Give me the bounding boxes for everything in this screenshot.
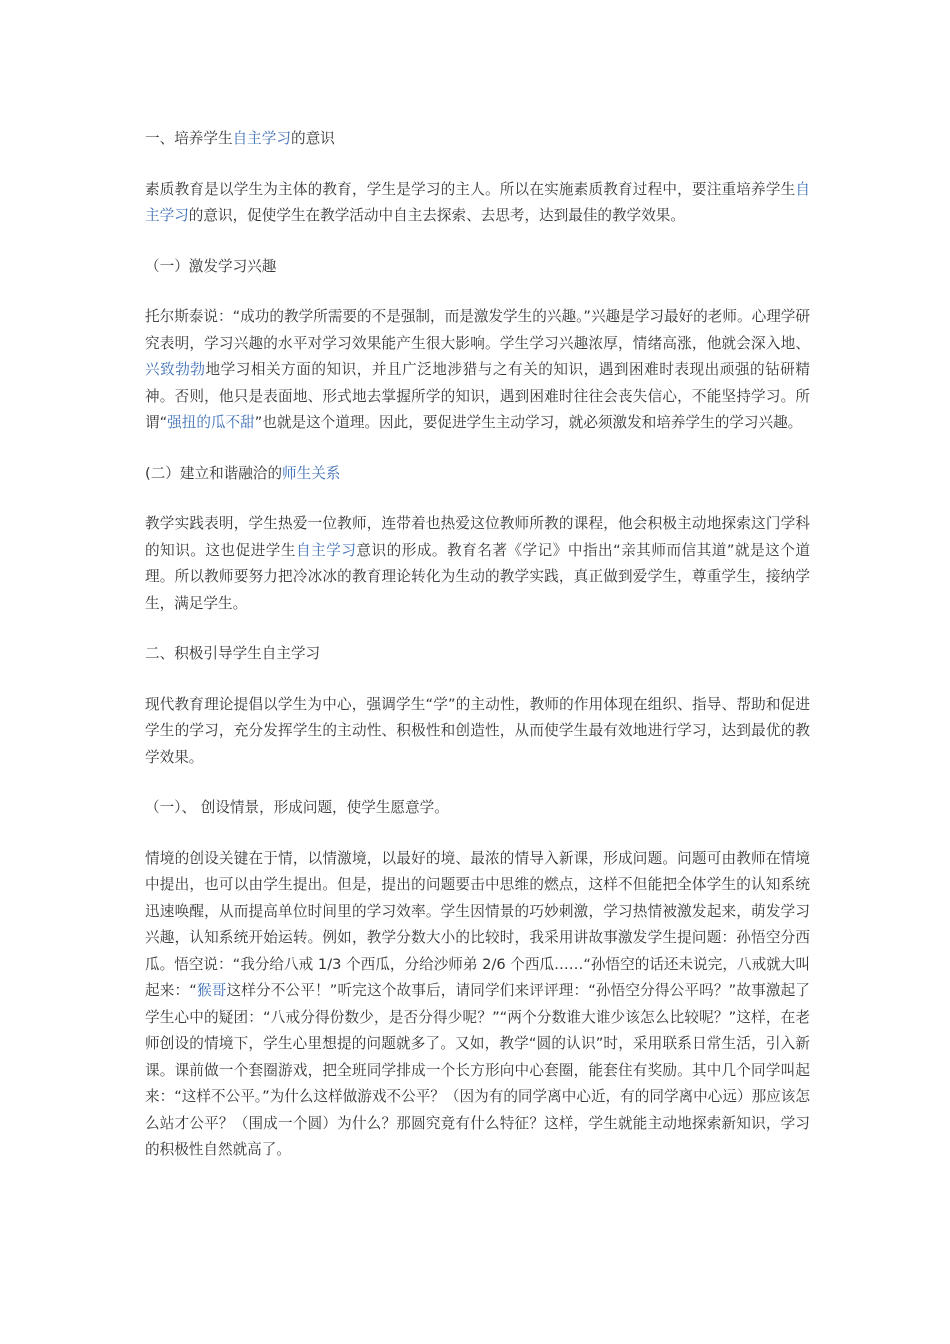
keyword-link[interactable]: 强扭的瓜不甜 — [167, 414, 255, 431]
section-heading — [145, 126, 810, 153]
paragraph-text: 一、培养学生 — [145, 130, 233, 147]
document-body — [145, 126, 810, 1188]
paragraph-text: （一）激发学习兴趣 — [145, 257, 277, 275]
keyword-link[interactable]: 兴致勃勃 — [145, 361, 206, 378]
body-paragraph — [145, 304, 810, 437]
paragraph-text: 意识的形成。教育名著《学记》中指出“亲其师而信其道”就是这个道理。所以教师要努力把冷冰冰的教育理论转化为生动的教学实践，真正做到爱学生，尊重学生，接纳学生，满足学生。 — [145, 541, 810, 612]
paragraph-text: ”也就是这个道理。因此，要促进学生主动学习，就必须激发和培养学生的学习兴趣。 — [254, 414, 803, 431]
paragraph-text: 托尔斯泰说：“成功的教学所需要的不是强制，而是激发学生的兴趣。”兴趣是学习最好的老师。心理学研究表明，学习兴趣的水平对学习效果能产生很大影响。学生学习兴趣浓厚，情绪高涨，他就会深入地、 — [145, 308, 810, 352]
body-paragraph — [145, 692, 810, 772]
keyword-link[interactable]: 自主学习 — [296, 541, 357, 559]
paragraph-text: 素质教育是以学生为主体的教育，学生是学习的主人。所以在实施素质教育过程中，要注重培养学生 — [145, 180, 796, 198]
keyword-link[interactable]: 自主学习 — [232, 130, 291, 147]
section-heading — [145, 254, 810, 281]
section-heading — [145, 461, 810, 488]
keyword-link[interactable]: 师生关系 — [282, 464, 341, 482]
paragraph-text: 教学实践表明，学生热爱一位教师，连带着也热爱这位教师所教的课程，他会积极主动地探索这门学科的知识。这也促进学生 — [145, 515, 810, 559]
paragraph-text: 的意识 — [290, 130, 335, 147]
paragraph-text: 这样分不公平！”听完这个故事后，请同学们来评评理：“孙悟空分得公平吗？”故事激起了学生心中的疑团：“八戒分得份数少，是否分得少呢？”“两个分数谁大谁少该怎么比较呢？”这样，在老师创设的情境下，学生心里想提的问题就多了。又如，教学“圆的认识”时，采用联系日常生活，引入新课。课前做一个套圈游戏，把全班同学排成一个长方形向中心套圈，能套住有奖励。其中几个同学叫起来：“这样不公平。”为什么这样做游戏不公平？（因为有的同学离中心近，有的同学离中心远）那应该怎么站才公平？（围成一个圆）为什么？那圆究竟有什么特征？这样，学生就能主动地探索新知识，学习的积极性自然就高了。 — [145, 982, 810, 1158]
section-heading — [145, 641, 810, 668]
body-paragraph — [145, 846, 810, 1164]
paragraph-text: 二、积极引导学生自主学习 — [145, 645, 321, 662]
keyword-link[interactable]: 猴哥 — [196, 982, 227, 999]
paragraph-text: 情境的创设关键在于情，以情激境，以最好的境、最浓的情导入新课，形成问题。问题可由教师在情境中提出，也可以由学生提出。但是，提出的问题要击中思维的燃点，这样不但能把全体学生的认知系统迅速唤醒，从而提高单位时间里的学习效率。学生因情景的巧妙刺激，学习热情被激发起来，萌发学习兴趣，认知系统开始运转。例如，教学分数大小的比较时，我采用讲故事激发学生提问题：孙悟空分西瓜。悟空说：“我分给八戒 1/3 个西瓜，分给沙师弟 2/6 个西瓜……“孙悟空的话还未说完，八戒就大叫起来：“ — [145, 849, 810, 999]
paragraph-text: （一）、 创设情景，形成问题，使学生愿意学。 — [145, 799, 449, 816]
paragraph-text: 地学习相关方面的知识，并且广泛地涉猎与之有关的知识，遇到困难时表现出顽强的钻研精神。否则，他只是表面地、形式地去掌握所学的知识，遇到困难时往往会丧失信心，不能坚持学习。所谓“ — [145, 361, 810, 431]
paragraph-text: (二）建立和谐融洽的 — [145, 464, 283, 482]
paragraph-text: 现代教育理论提倡以学生为中心，强调学生“学”的主动性，教师的作用体现在组织、指导、帮助和促进学生的学习，充分发挥学生的主动性、积极性和创造性，从而使学生最有效地进行学习，达到最优的教学效果。 — [145, 695, 810, 766]
keyword-link[interactable]: 自主学习 — [145, 180, 810, 224]
body-paragraph — [145, 511, 810, 617]
paragraph-text: 的意识，促使学生在教学活动中自主去探索、去思考，达到最佳的教学效果。 — [188, 207, 685, 224]
body-paragraph — [145, 177, 810, 230]
section-heading — [145, 795, 810, 822]
